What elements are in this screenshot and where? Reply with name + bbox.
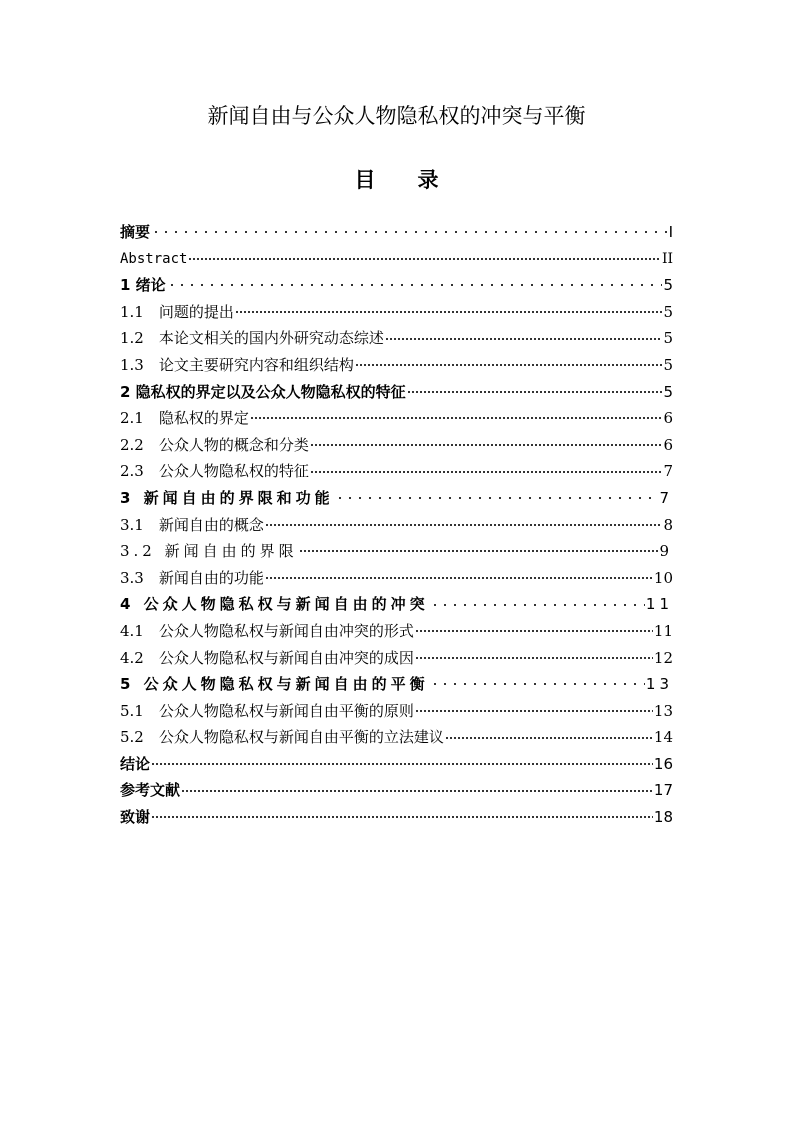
toc-entry-page: 14	[653, 728, 673, 747]
toc-entry-section-5-1[interactable]	[120, 698, 673, 725]
toc-entry-conclusion[interactable]	[120, 751, 673, 778]
toc-entry-section-5-2[interactable]	[120, 724, 673, 751]
toc-leader	[250, 414, 663, 422]
toc-leader	[265, 521, 663, 529]
toc-entry-label: 4.1 公众人物隐私权与新闻自由冲突的形式	[120, 621, 414, 640]
toc-leader	[310, 441, 663, 449]
toc-entry-section-2-2[interactable]	[120, 432, 673, 459]
toc-entry-section-4-2[interactable]	[120, 645, 673, 672]
toc-entry-label: 2.2 公众人物的概念和分类	[120, 435, 309, 454]
toc-leader	[385, 335, 663, 343]
toc-entry-page: 5	[663, 302, 673, 321]
toc-entry-label: 2.1 隐私权的界定	[120, 409, 249, 428]
toc-entry-label: 致谢	[120, 808, 151, 827]
toc-entry-label: 5.1 公众人物隐私权与新闻自由平衡的原则	[120, 701, 414, 720]
document-title: 新闻自由与公众人物隐私权的冲突与平衡	[207, 104, 586, 128]
toc-entry-label: 5.2 公众人物隐私权与新闻自由平衡的立法建议	[120, 728, 444, 747]
toc-entry-section-2-1[interactable]	[120, 405, 673, 432]
toc-entry-label: 2.3 公众人物隐私权的特征	[120, 462, 309, 481]
toc-entry-section-3-1[interactable]	[120, 512, 673, 539]
toc-entry-page: I	[668, 223, 673, 241]
toc-entry-label: 摘要	[120, 223, 151, 241]
toc-entry-page: 6	[663, 409, 673, 428]
toc-entry-section-1-3[interactable]	[120, 352, 673, 379]
toc-entry-label: 3.3 新闻自由的功能	[120, 568, 264, 587]
toc-leader	[265, 574, 653, 582]
toc-leader	[151, 228, 668, 236]
toc-leader	[415, 627, 653, 635]
toc-entry-label: 1 绪论	[120, 276, 166, 295]
toc-entry-chapter-4[interactable]	[120, 591, 673, 618]
toc-leader	[151, 813, 653, 821]
toc-entry-page: 5	[663, 329, 673, 348]
toc-entry-abstract-cn[interactable]	[120, 219, 673, 246]
toc-entry-page: 5	[663, 382, 673, 401]
toc-entry-page: 18	[653, 808, 673, 827]
toc-leader	[407, 388, 663, 396]
toc-entry-label: 结论	[120, 754, 151, 773]
toc-entry-page: 13	[653, 701, 673, 720]
toc-entry-label: 2 隐私权的界定以及公众人物隐私权的特征	[120, 382, 406, 401]
toc-entry-label: 3.2 新闻自由的界限	[120, 542, 298, 561]
toc-entry-section-1-1[interactable]	[120, 299, 673, 326]
toc-entry-label: 3.1 新闻自由的概念	[120, 515, 264, 534]
toc-leader	[415, 654, 653, 662]
toc-entry-label: 4.2 公众人物隐私权与新闻自由冲突的成因	[120, 648, 414, 667]
toc-entry-label: Abstract	[120, 250, 188, 267]
toc-entry-label: 参考文献	[120, 781, 181, 800]
toc-leader	[235, 308, 663, 316]
toc-leader	[151, 760, 653, 768]
toc-entry-page: 5	[663, 355, 673, 374]
toc-entry-page: 17	[653, 781, 673, 800]
toc-entry-label: 4 公众人物隐私权与新闻自由的冲突	[120, 595, 429, 614]
toc-leader	[415, 707, 653, 715]
toc-leader	[355, 361, 663, 369]
toc-entry-label: 5 公众人物隐私权与新闻自由的平衡	[120, 675, 429, 694]
toc-entry-page: 5	[663, 276, 673, 295]
toc-entry-label: 1.3 论文主要研究内容和组织结构	[120, 355, 354, 374]
toc-entry-chapter-3[interactable]	[120, 485, 673, 512]
toc-entry-page: 7	[659, 488, 673, 507]
toc-entry-section-2-3[interactable]	[120, 458, 673, 485]
toc-entry-references[interactable]	[120, 777, 673, 804]
toc-entry-page: 12	[653, 648, 673, 667]
toc-entry-chapter-2[interactable]	[120, 379, 673, 406]
toc-entry-chapter-1[interactable]	[120, 272, 673, 299]
toc-leader	[299, 547, 659, 555]
toc-entry-label: 1.2 本论文相关的国内外研究动态综述	[120, 329, 384, 348]
toc-entry-page: II	[661, 250, 673, 267]
toc-entry-page: 6	[663, 435, 673, 454]
toc-leader	[310, 468, 663, 476]
toc-entry-abstract-en[interactable]	[120, 246, 673, 273]
toc-entry-page: 16	[653, 754, 673, 773]
toc-entry-acknowledgements[interactable]	[120, 804, 673, 831]
toc-entry-page: 8	[663, 515, 673, 534]
toc-heading: 目录	[354, 168, 481, 192]
toc-leader	[445, 734, 653, 742]
toc-entry-section-3-2[interactable]	[120, 538, 673, 565]
table-of-contents	[120, 219, 673, 831]
toc-entry-section-4-1[interactable]	[120, 618, 673, 645]
toc-leader	[188, 255, 661, 263]
toc-leader	[430, 601, 645, 609]
toc-entry-chapter-5[interactable]	[120, 671, 673, 698]
toc-entry-section-1-2[interactable]	[120, 325, 673, 352]
toc-entry-page: 7	[663, 462, 673, 481]
toc-entry-page: 11	[653, 621, 673, 640]
toc-entry-page: 10	[653, 568, 673, 587]
toc-entry-page: 13	[645, 675, 673, 694]
toc-leader	[335, 494, 659, 502]
toc-leader	[167, 281, 663, 289]
toc-entry-label: 3 新闻自由的界限和功能	[120, 488, 334, 507]
toc-leader	[430, 680, 645, 688]
toc-leader	[181, 787, 653, 795]
toc-entry-section-3-3[interactable]	[120, 565, 673, 592]
toc-entry-label: 1.1 问题的提出	[120, 302, 234, 321]
toc-entry-page: 9	[659, 542, 673, 561]
toc-entry-page: 11	[645, 595, 673, 614]
